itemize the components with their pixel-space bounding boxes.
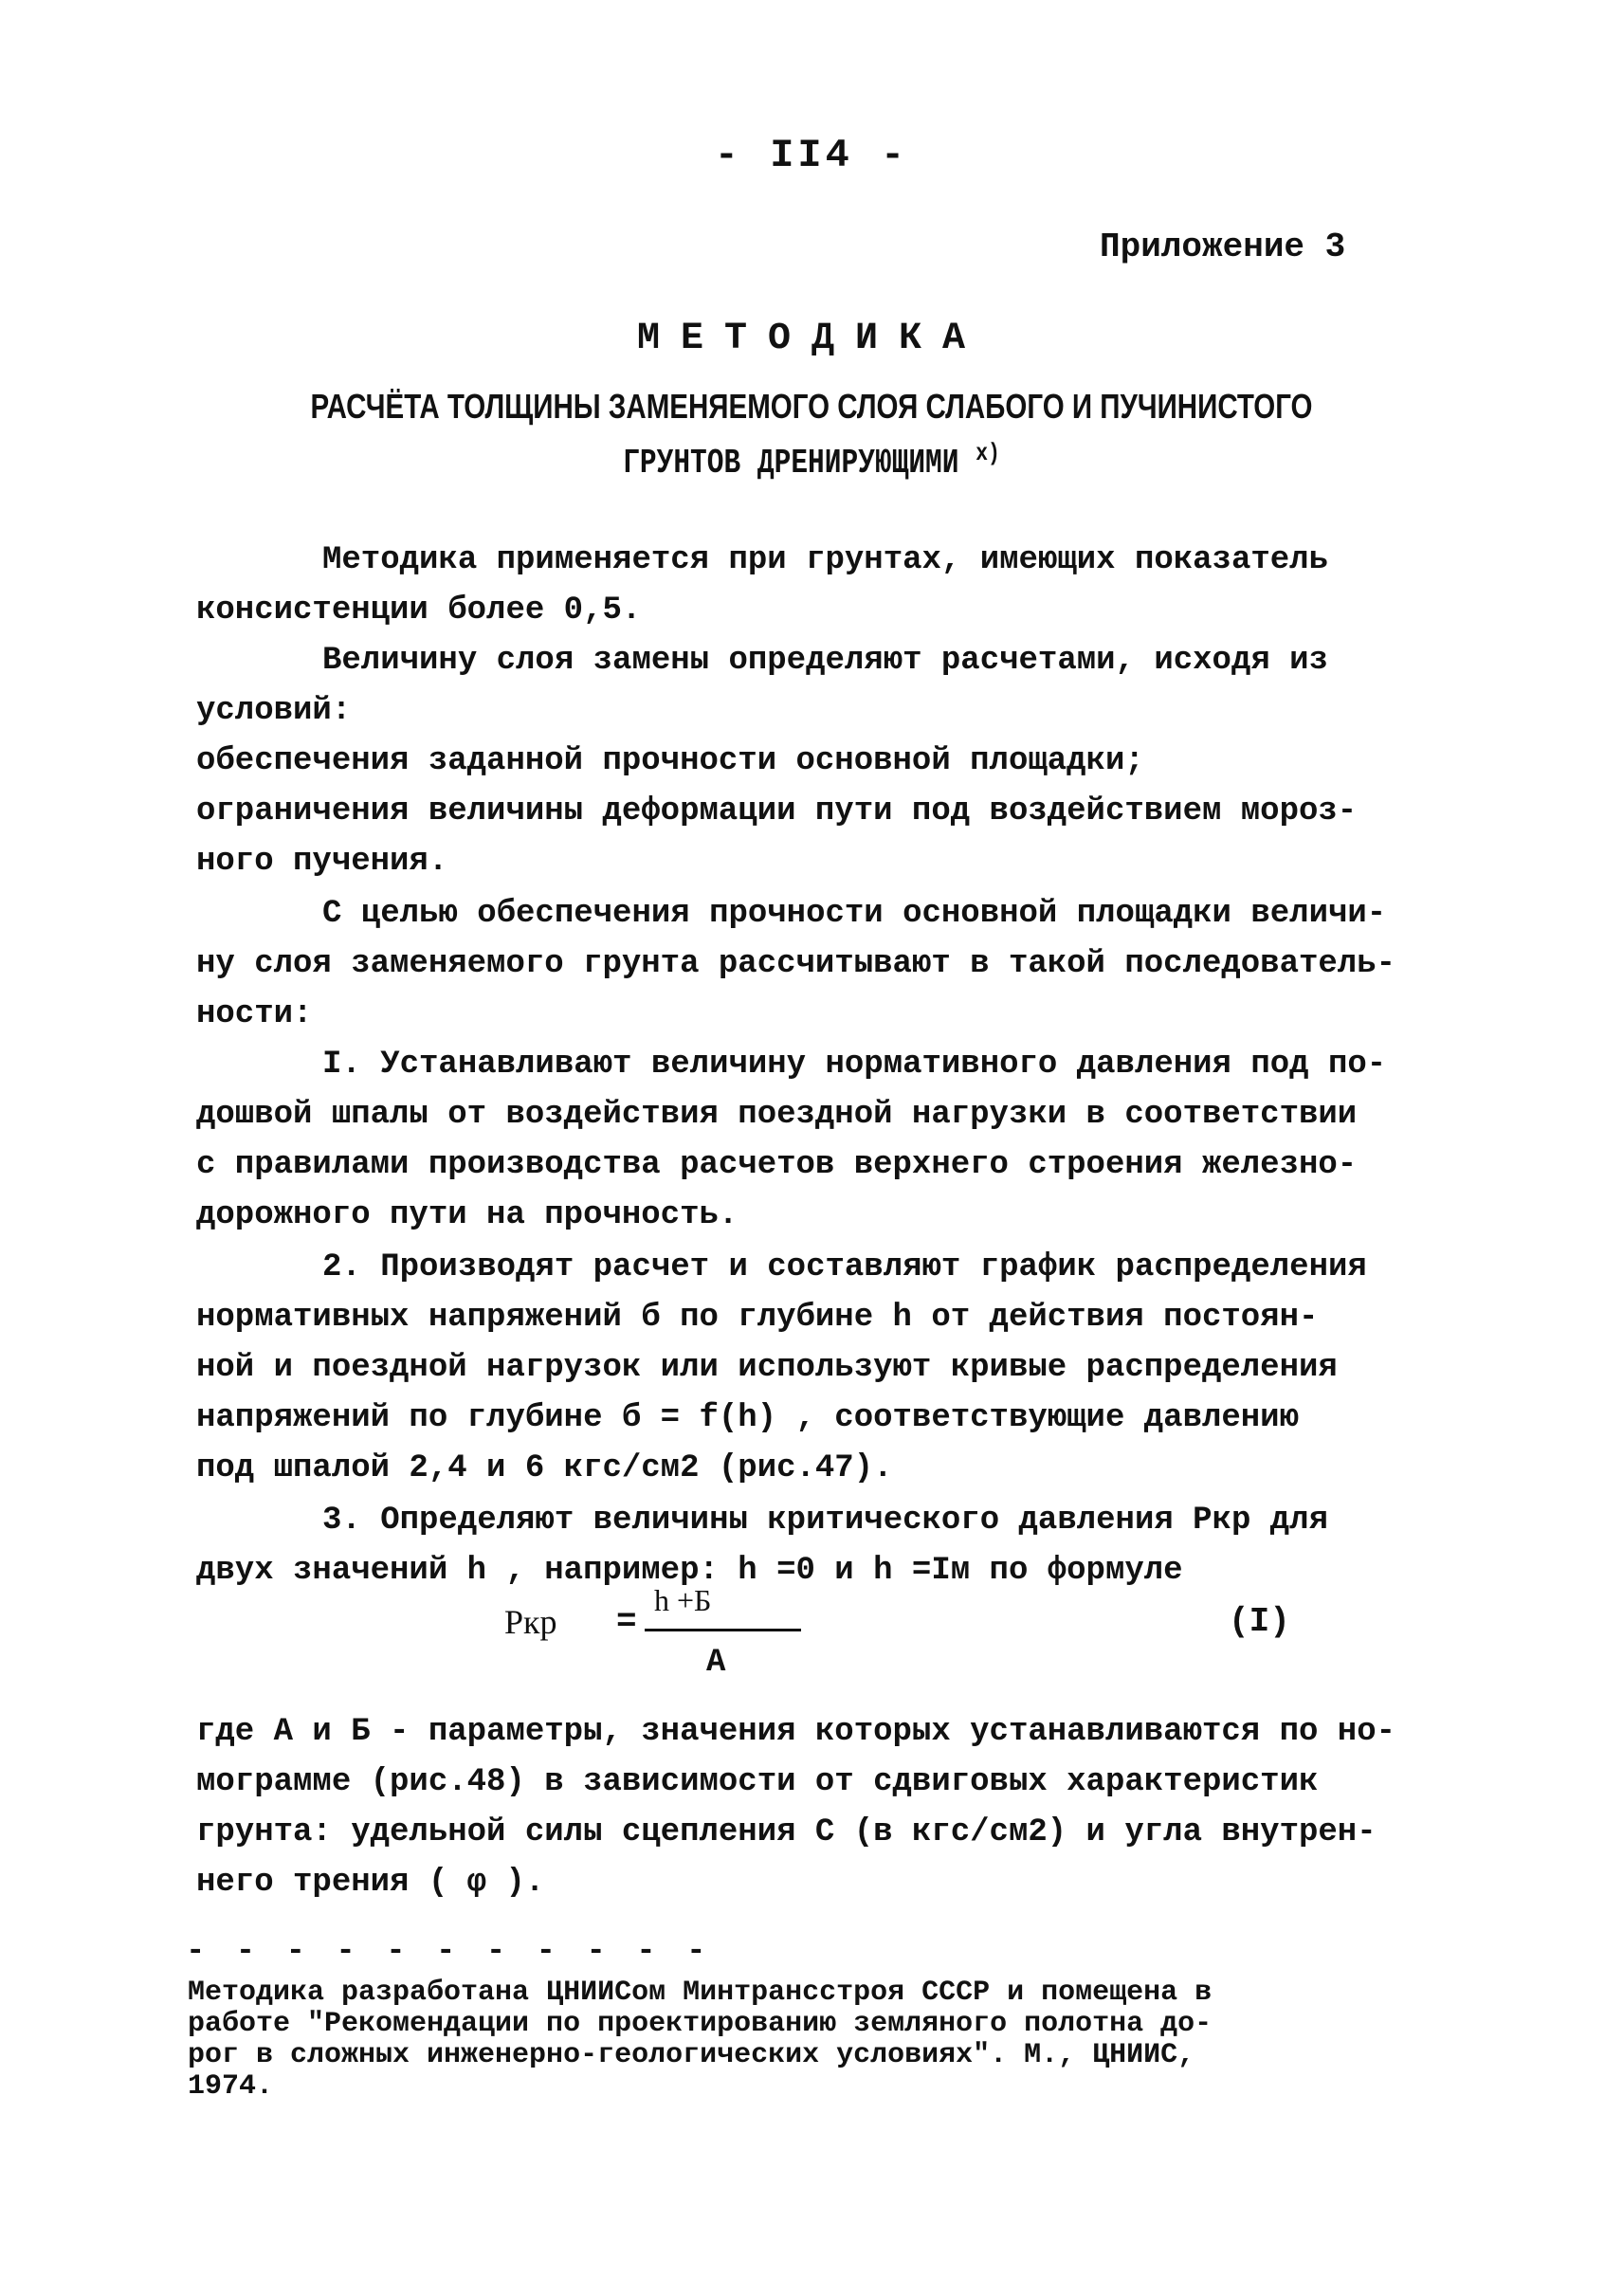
body-line: консистенции более 0,5. bbox=[196, 592, 642, 629]
body-line: грунта: удельной силы сцепления С (в кгс/см2) и угла внутрен- bbox=[196, 1814, 1377, 1850]
subtitle-text: ГРУНТОВ ДРЕНИРУЮЩИМИ bbox=[623, 444, 959, 483]
body-line: дорожного пути на прочность. bbox=[196, 1197, 739, 1233]
body-line: нормативных напряжений б по глубине h от действия постоян- bbox=[196, 1300, 1319, 1336]
body-line: ну слоя заменяемого грунта рассчитывают в такой последователь- bbox=[196, 946, 1396, 982]
body-line: него трения ( φ ). bbox=[196, 1865, 545, 1901]
body-line: мограмме (рис.48) в зависимости от сдвиговых характеристик bbox=[196, 1764, 1319, 1800]
footnote-marker: x) bbox=[976, 439, 1000, 467]
footnote-separator: - - - - - - - - - - - bbox=[186, 1934, 712, 1970]
body-line: ного пучения. bbox=[196, 844, 448, 880]
body-line: где А и Б - параметры, значения которых устанавливаются по но- bbox=[196, 1714, 1396, 1750]
body-line: под шпалой 2,4 и 6 кгс/см2 (рис.47). bbox=[196, 1450, 893, 1486]
body-line: I. Устанавливают величину нормативного давления под по- bbox=[322, 1047, 1387, 1083]
formula-numerator: h +Б bbox=[654, 1583, 712, 1617]
body-line: Величину слоя замены определяют расчетами, исходя из bbox=[322, 643, 1328, 679]
footnote-line: Методика разработана ЦНИИСом Минтрансстроя СССР и помещена в bbox=[188, 1977, 1213, 2009]
body-line: С целью обеспечения прочности основной площадки величи- bbox=[322, 896, 1387, 932]
body-line: условий: bbox=[196, 693, 352, 729]
footnote-line: 1974. bbox=[188, 2070, 274, 2103]
body-line: обеспечения заданной прочности основной площадки; bbox=[196, 743, 1144, 779]
footnote-line: работе "Рекомендации по проектированию земляного полотна до- bbox=[188, 2008, 1213, 2040]
body-line: двух значений h , например: h =0 и h =Iм по формуле bbox=[196, 1553, 1183, 1589]
body-line: ограничения величины деформации пути под воздействием мороз- bbox=[196, 793, 1358, 829]
formula-equals: = bbox=[616, 1602, 637, 1641]
body-line: с правилами производства расчетов верхнего строения железно- bbox=[196, 1147, 1358, 1183]
body-line: 3. Определяют величины критического давления Ркр для bbox=[322, 1503, 1328, 1539]
footnote-line: рог в сложных инженерно-геологических условиях". М., ЦНИИС, bbox=[188, 2039, 1195, 2071]
body-line: напряжений по глубине б = f(h) , соответствующие давлению bbox=[196, 1400, 1299, 1436]
page-number: - II4 - bbox=[714, 133, 909, 178]
body-line: ности: bbox=[196, 996, 313, 1032]
document-title: МЕТОДИКА bbox=[636, 318, 987, 360]
body-line: 2. Производят расчет и составляют график распределения bbox=[322, 1249, 1367, 1285]
appendix-label: Приложение 3 bbox=[1100, 228, 1346, 266]
fraction-bar bbox=[645, 1629, 801, 1631]
formula-number: (I) bbox=[1229, 1602, 1290, 1641]
body-line: дошвой шпалы от воздействия поездной нагрузки в соответствии bbox=[196, 1097, 1358, 1133]
body-line: ной и поездной нагрузок или используют кривые распределения bbox=[196, 1350, 1338, 1386]
formula-denominator: А bbox=[706, 1645, 726, 1681]
formula-label: Ркр bbox=[504, 1603, 557, 1641]
body-line: Методика применяется при грунтах, имеющих показатель bbox=[322, 542, 1328, 578]
document-subtitle-line1: РАСЧЁТА ТОЛЩИНЫ ЗАМЕНЯЕМОГО СЛОЯ СЛАБОГО И ПУЧИНИСТОГО bbox=[310, 387, 1313, 426]
document-subtitle-line2 bbox=[146, 439, 1477, 483]
